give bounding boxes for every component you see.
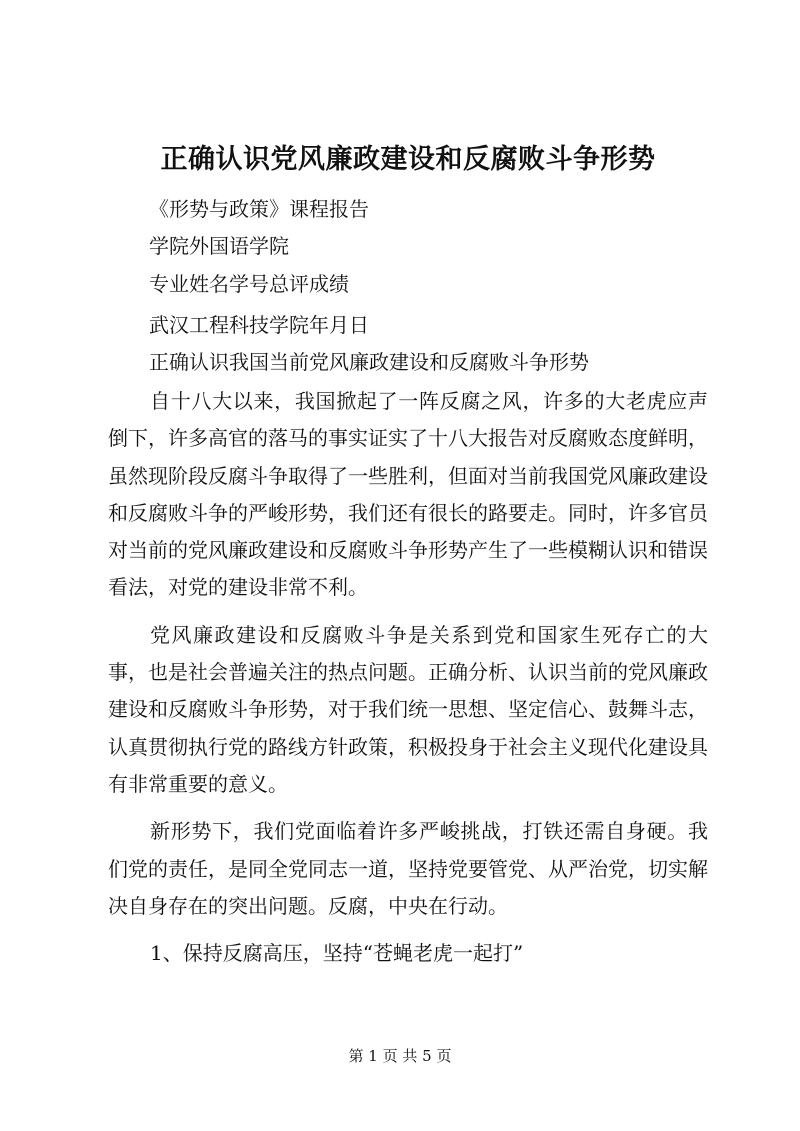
section-heading: 1、保持反腐高压，坚持“苍蝇老虎一起打” [150,941,524,966]
page-footer: 第 1 页 共 5 页 [348,1047,452,1065]
school-date-line: 武汉工程科技学院年月日 [149,313,369,337]
document-body [108,383,708,972]
paragraph: 自十八大以来，我国掀起了一阵反腐之风，许多的大老虎应声倒下，许多高官的落马的事实证实了十八大报告对反腐败态度鲜明，虽然现阶段反腐斗争取得了一些胜利，但面对当前我国党风廉政建设和反腐败斗争的严峻形势，我们还有很长的路要走。同时，许多官员对当前的党风廉政建设和反腐败斗争形势产生了一些模糊认识和错误看法，对党的建设非常不利。 [108,389,708,600]
paragraph: 党风廉政建设和反腐败斗争是关系到党和国家生死存亡的大事，也是社会普遍关注的热点问题。正确分析、认识当前的党风廉政建设和反腐败斗争形势，对于我们统一思想、坚定信心、鼓舞斗志，认真贯彻执行党的路线方针政策，积极投身于社会主义现代化建设具有非常重要的意义。 [108,622,708,796]
subtitle-line: 正确认识我国当前党风廉政建设和反腐败斗争形势 [149,350,589,374]
college-line: 学院外国语学院 [149,234,289,258]
document-title: 正确认识党风廉政建设和反腐败斗争形势 [160,144,656,175]
paragraph: 新形势下，我们党面临着许多严峻挑战，打铁还需自身硬。我们党的责任，是同全党同志一道，坚持党要管党、从严治党，切实解决自身存在的突出问题。反腐，中央在行动。 [108,819,708,918]
course-report-line: 《形势与政策》课程报告 [149,197,369,221]
student-info-line: 专业姓名学号总评成绩 [149,272,349,296]
